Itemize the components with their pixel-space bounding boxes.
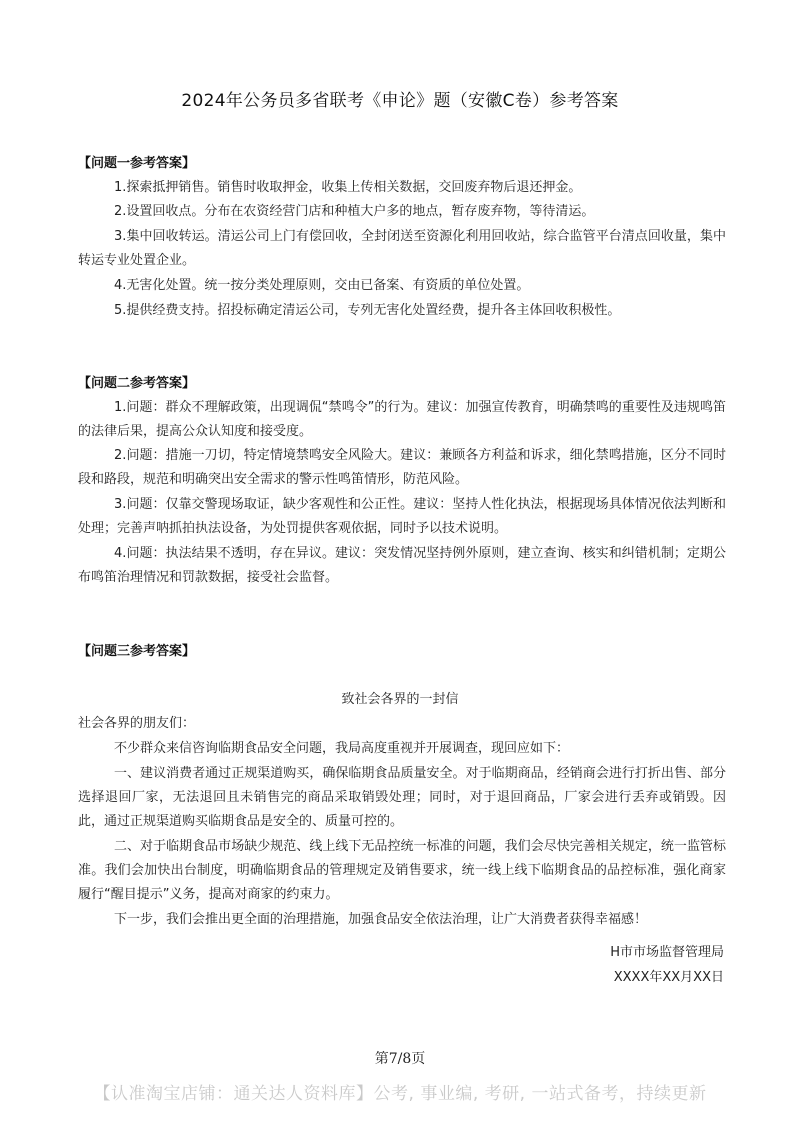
letter-paragraph-2: 一、建议消费者通过正规渠道购买，确保临期食品质量安全。对于临期商品，经销商会进行打折出售、部分选择退回厂家，无法退回且未销售完的商品采取销毁处理；同时，对于退回商品，厂家会进行丢弃或销毁。因此，通过正规渠道购买临期食品是安全的、质量可控的。	[78, 766, 726, 829]
letter-signature: H市市场监督管理局	[610, 945, 724, 960]
q1-item-1: 1.探索抵押销售。销售时收取押金，收集上传相关数据，交回废弃物后退还押金。	[114, 180, 582, 195]
document-title: 2024年公务员多省联考《申论》题（安徽C卷）参考答案	[181, 91, 619, 111]
page-number: 第7/8页	[374, 1051, 426, 1067]
letter-paragraph-3: 二、对于临期食品市场缺少规范、线上线下无品控统一标准的问题，我们会尽快完善相关规定，统一监管标准。我们会加快出台制度，明确临期食品的管理规定及销售要求，统一线上线下临期食品的品控标准，强化商家履行“醒目提示”义务，提高对商家的约束力。	[78, 839, 726, 902]
footer-watermark: 【认准淘宝店铺：通关达人资料库】公考, 事业编, 考研, 一站式备考，持续更新	[93, 1084, 707, 1104]
letter-salutation: 社会各界的朋友们：	[78, 716, 196, 731]
q1-heading: 【问题一参考答案】	[78, 156, 196, 171]
q2-item-1: 1.问题：群众不理解政策，出现调侃“禁鸣令”的行为。建议：加强宣传教育，明确禁鸣的重要性及违规鸣笛的法律后果，提高公众认知度和接受度。	[78, 400, 726, 439]
letter-paragraph-4: 下一步，我们会推出更全面的治理措施，加强食品安全依法治理，让广大消费者获得幸福感！	[114, 912, 648, 927]
q2-item-4: 4.问题：执法结果不透明，存在异议。建议：突发情况坚持例外原则，建立查询、核实和纠错机制；定期公布鸣笛治理情况和罚款数据，接受社会监督。	[78, 546, 726, 585]
q2-item-3: 3.问题：仅靠交警现场取证，缺少客观性和公正性。建议：坚持人性化执法，根据现场具体情况依法判断和处理；完善声呐抓拍执法设备，为处罚提供客观依据，同时予以技术说明。	[78, 497, 726, 536]
q2-heading: 【问题二参考答案】	[78, 376, 196, 391]
q3-heading: 【问题三参考答案】	[78, 644, 196, 659]
letter-title: 致社会各界的一封信	[341, 692, 459, 707]
letter-date: XXXX年XX月XX日	[613, 970, 724, 985]
letter-paragraph-1: 不少群众来信咨询临期食品安全问题，我局高度重视并开展调查，现回应如下：	[114, 741, 570, 756]
q2-item-2: 2.问题：措施一刀切，特定情境禁鸣安全风险大。建议：兼顾各方利益和诉求，细化禁鸣措施，区分不同时段和路段，规范和明确突出安全需求的警示性鸣笛情形，防范风险。	[78, 448, 726, 487]
q1-item-2: 2.设置回收点。分布在农资经营门店和种植大户多的地点，暂存废弃物，等待清运。	[114, 204, 595, 219]
q1-item-4: 4.无害化处置。统一按分类处理原则，交由已备案、有资质的单位处置。	[114, 278, 530, 293]
q1-item-5: 5.提供经费支持。招投标确定清运公司，专列无害化处置经费，提升各主体回收积极性。	[114, 303, 621, 318]
q1-item-3: 3.集中回收转运。清运公司上门有偿回收，全封闭送至资源化利用回收站，综合监管平台清点回收量，集中转运专业处置企业。	[78, 229, 726, 268]
